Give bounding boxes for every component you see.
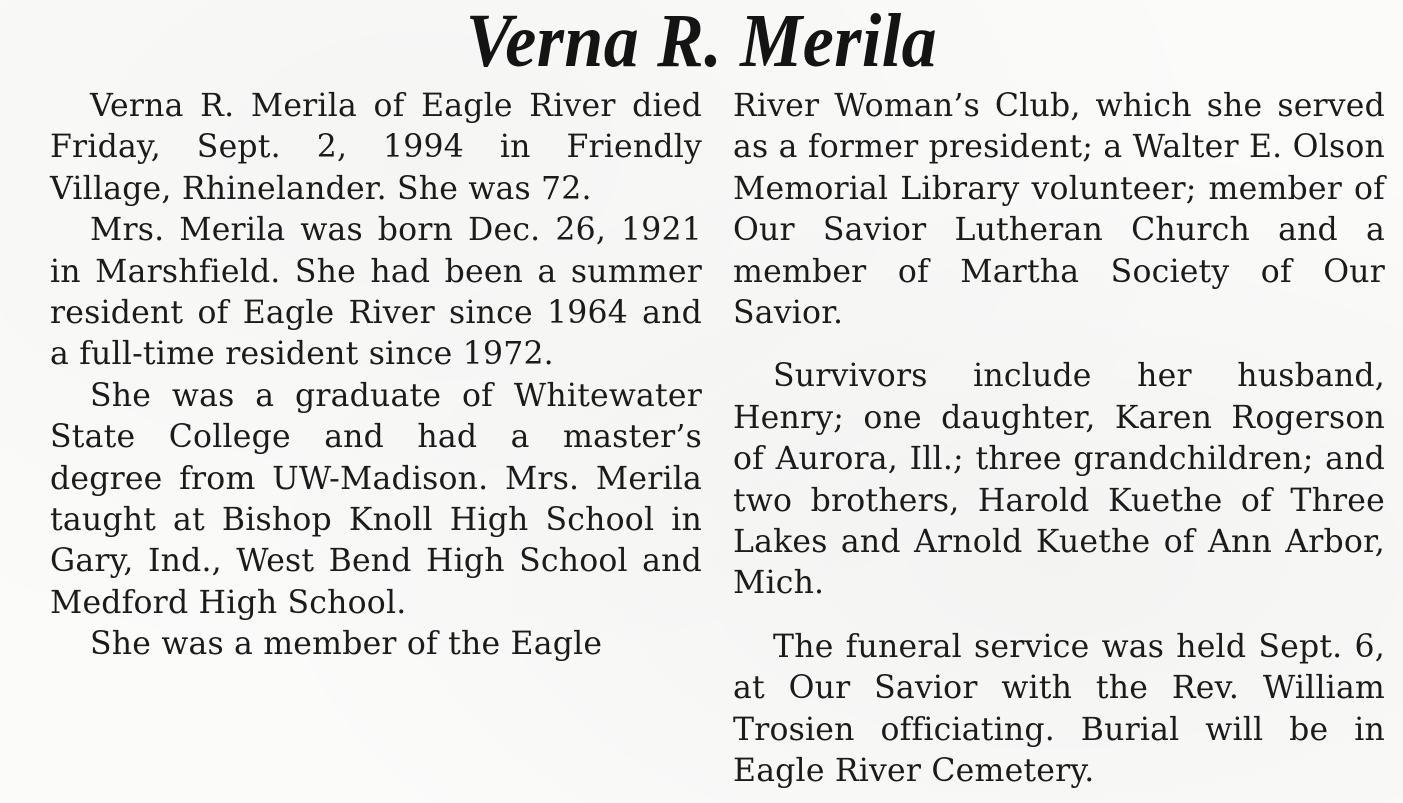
paragraph-memberships-start: She was a member of the Eagle bbox=[90, 626, 603, 663]
paragraph-memberships-cont: River Woman’s Club, which she served as a former president; a Walter E. Olson Memorial Library volunteer; member of Our Savior Lutheran Church and a member of Martha Society of Our Savior. bbox=[733, 88, 1385, 332]
obituary-title: Verna R. Merila bbox=[465, 0, 938, 83]
right-column bbox=[733, 86, 1385, 793]
paragraph-education-career: She was a graduate of Whitewater State College and had a master’s degree from UW-Madison. Mrs. Merila taught at Bishop Knoll High School in Gary, Ind., West Bend High School and Medford High School. bbox=[50, 377, 702, 621]
left-column bbox=[50, 86, 702, 666]
paragraph-survivors: Survivors include her husband, Henry; one daughter, Karen Rogerson of Aurora, Ill.; three grandchildren; and two brothers, Harold Kuethe of Three Lakes and Arnold Kuethe of Ann Arbor, Mich. bbox=[733, 358, 1385, 602]
paragraph-funeral: The funeral service was held Sept. 6, at Our Savior with the Rev. William Trosien officiating. Burial will be in Eagle River Cemetery. bbox=[733, 628, 1385, 790]
paragraph-birth-residence: Mrs. Merila was born Dec. 26, 1921 in Marshfield. She had been a summer resident of Eagle River since 1964 and a full-time resident since 1972. bbox=[50, 212, 702, 373]
paragraph-death-notice: Verna R. Merila of Eagle River died Friday, Sept. 2, 1994 in Friendly Village, Rhinelander. She was 72. bbox=[50, 88, 702, 207]
